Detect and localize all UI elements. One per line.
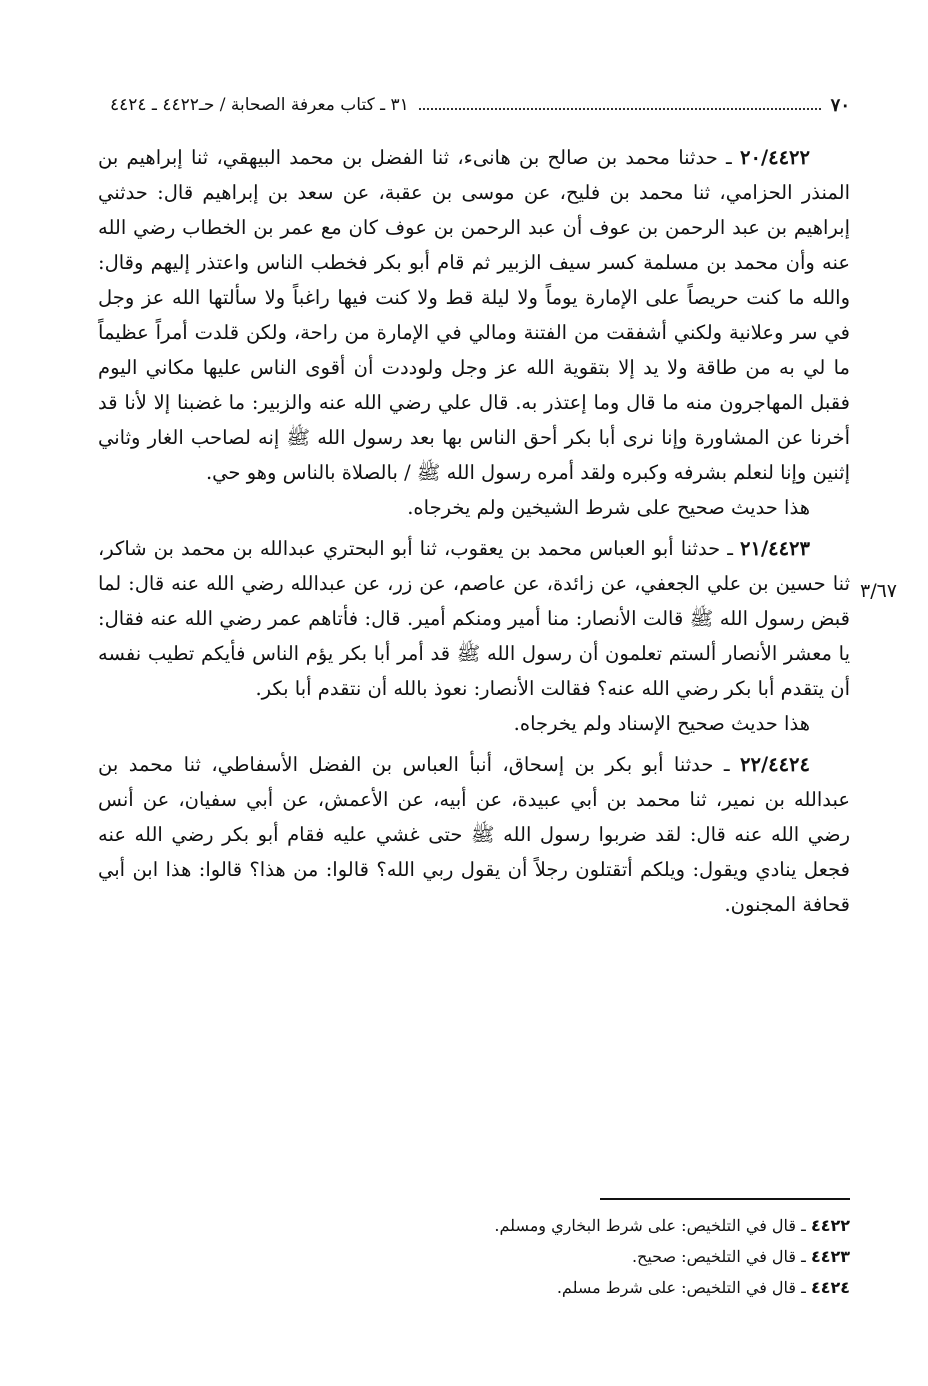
footnote-number: ٤٤٢٤	[810, 1278, 850, 1297]
footnote	[380, 1210, 850, 1241]
footnotes	[380, 1210, 850, 1303]
hadith-paragraph	[98, 531, 850, 706]
hadith-paragraph	[98, 140, 850, 490]
hadith-paragraph	[98, 747, 850, 922]
running-header	[110, 92, 850, 118]
hadith-verdict: هذا حديث صحيح الإسناد ولم يخرجاه.	[513, 712, 810, 735]
hadith-text: ـ حدثنا محمد بن صالح بن هانىء، ثنا الفضل بن محمد البيهقي، ثنا إبراهيم بن المنذر الحزامي، ثنا محمد بن فليح، عن موسى بن عقبة، عن سعد بن إبراهيم قال: حدثني إبراهيم بن عبد الرحمن بن عوف أن عبد الرحمن بن عوف كان مع عمر بن الخطاب رضي الله عنه وأن محمد بن مسلمة كسر سيف الزبير ثم قام أبو بكر فخطب الناس واعتذر إليهم وقال: والله ما كنت حريصاً على الإمارة يوماً ولا ليلة قط ولا كنت فيها راغباً ولا سألتها الله عز وجل في سر وعلانية ولكني أشفقت من الفتنة ومالي في الإمارة من راحة، ولكن قلدت أمراً عظيماً ما لي به من طاقة ولا يد إلا بتقوية الله عز وجل ولوددت أن أقوى الناس عليها مكاني اليوم فقبل المهاجرون منه ما قال وما إعتذر به. قال علي رضي الله عنه والزبير: ما غضبنا إلا لأنا قد أخرنا عن المشاورة وإنا نرى أبا بكر أحق الناس بها بعد رسول الله ﷺ إنه لصاحب الغار وثاني إثنين وإنا لنعلم بشرفه وكبره ولقد أمره رسول الله ﷺ / بالصلاة بالناس وهو حي.	[98, 146, 850, 484]
hadith-block	[98, 531, 850, 747]
hadith-number: ٢٠/٤٤٢٢	[740, 146, 810, 169]
hadith-text: ـ حدثنا أبو بكر بن إسحاق، أنبأ العباس بن الفضل الأسفاطي، ثنا محمد بن عبدالله بن نمير، ثنا محمد بن أبي عبيدة، عن أبيه، عن الأعمش، عن أبي سفيان، عن أنس رضي الله عنه قال: لقد ضربوا رسول الله ﷺ حتى غشي عليه فقام أبو بكر رضي الله عنه فجعل ينادي ويقول: ويلكم أتقتلون رجلاً أن يقول ربي الله؟ قالوا: من هذا؟ قالوا: هذا ابن أبي قحافة المجنون.	[98, 753, 850, 916]
hadith-text: ـ حدثنا أبو العباس محمد بن يعقوب، ثنا أبو البحتري عبدالله بن محمد بن شاكر، ثنا حسين بن علي الجعفي، عن زائدة، عن عاصم، عن زر، عن عبدالله رضي الله عنه قال: لما قبض رسول الله ﷺ قالت الأنصار: منا أمير ومنكم أمير. قال: فأتاهم عمر رضي الله عنه فقال: يا معشر الأنصار ألستم تعلمون أن رسول الله ﷺ قد أمر أبا بكر يؤم الناس فأيكم تطيب نفسه أن يتقدم أبا بكر رضي الله عنه؟ فقالت الأنصار: نعوذ بالله أن نتقدم أبا بكر.	[98, 537, 850, 700]
footnote-number: ٤٤٢٢	[810, 1216, 850, 1235]
margin-volume-page-reference: ٣/٦٧	[860, 580, 898, 602]
hadith-number: ٢٢/٤٤٢٤	[740, 753, 810, 776]
footnote-separator	[600, 1198, 850, 1200]
footnote	[380, 1241, 850, 1272]
hadith-verdict: هذا حديث صحيح على شرط الشيخين ولم يخرجاه.	[407, 496, 810, 519]
footnote-text: ـ قال في التلخيص: على شرط مسلم.	[556, 1278, 811, 1297]
footnote-text: ـ قال في التلخيص: صحيح.	[631, 1247, 811, 1266]
page-number: ٧٠	[830, 94, 850, 116]
footnote	[380, 1272, 850, 1303]
running-title: ٣١ ـ كتاب معرفة الصحابة / حـ٤٤٢٢ ـ ٤٤٢٤	[110, 95, 409, 115]
footnote-text: ـ قال في التلخيص: على شرط البخاري ومسلم.	[494, 1216, 811, 1235]
footnote-number: ٤٤٢٣	[810, 1247, 850, 1266]
header-dot-leader	[419, 100, 821, 110]
hadith-block	[98, 140, 850, 531]
hadith-block	[98, 747, 850, 922]
main-text	[98, 140, 850, 922]
hadith-number: ٢١/٤٤٢٣	[740, 537, 810, 560]
